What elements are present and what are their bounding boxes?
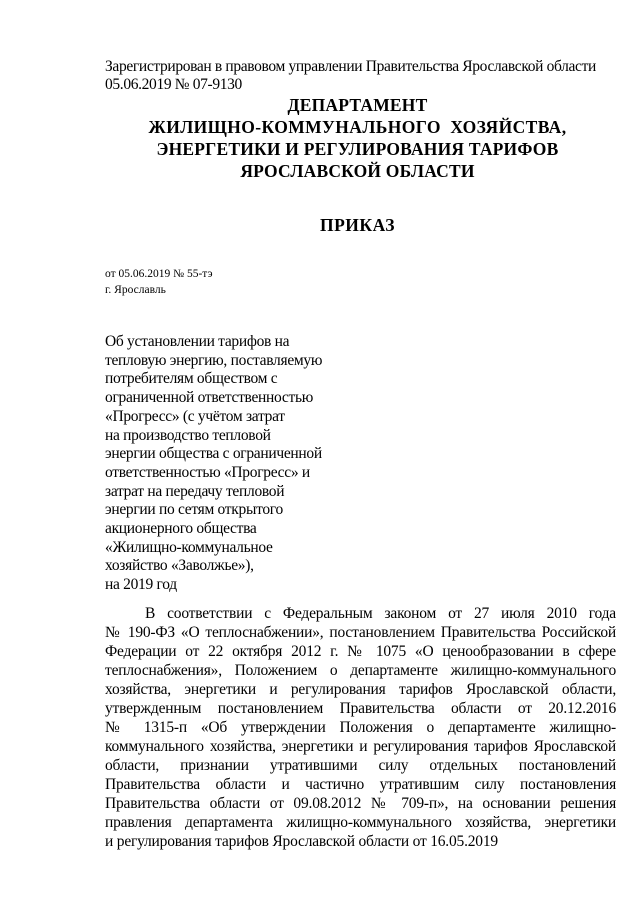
order-subject <box>105 333 322 595</box>
subject-line: энергии по сетям открытого <box>105 501 283 519</box>
department-line: ДЕПАРТАМЕНТ <box>287 95 428 115</box>
body-line: теплоснабжения», Положением о департаменте жилищно-коммунального <box>105 662 616 679</box>
order-meta <box>105 266 213 298</box>
document-title: ПРИКАЗ <box>319 215 396 235</box>
subject-line: потребителям обществом с <box>105 370 278 388</box>
subject-line: Об установлении тарифов на <box>105 333 290 350</box>
department-line: ЖИЛИЩНО-КОММУНАЛЬНОГО ХОЗЯЙСТВА, <box>148 117 567 137</box>
registration-number: 05.06.2019 № 07-9130 <box>105 76 242 93</box>
subject-line: на производство тепловой <box>105 426 271 444</box>
body-line: Правительства области от 09.08.2012 № 709-п», на основании решения <box>105 795 616 812</box>
subject-line: энергии общества с ограниченной <box>105 445 322 463</box>
body-line: № 190-ФЗ «О теплоснабжении», постановлением Правительства Российской <box>105 624 616 641</box>
order-body-paragraph <box>105 604 616 851</box>
subject-line: на 2019 год <box>105 576 177 594</box>
subject-line: «Жилищно-коммунальное <box>105 538 273 556</box>
body-line: Федерации от 22 октября 2012 г. № 1075 «О ценообразовании в сфере <box>105 643 616 660</box>
subject-line: акционерного общества <box>105 520 257 538</box>
body-line: области, признании утратившими силу отдельных постановлений <box>105 757 616 774</box>
department-heading <box>105 94 610 182</box>
body-line: В соответствии с Федеральным законом от 27 июля 2010 года <box>145 605 616 622</box>
registration-line: Зарегистрирован в правовом управлении Правительства Ярославской области <box>105 58 596 75</box>
body-line: № 1315-п «Об утверждении Положения о департаменте жилищно- <box>105 719 616 736</box>
subject-line: хозяйство «Заволжье»), <box>105 557 254 575</box>
body-line: утвержденным постановлением Правительства области от 20.12.2016 <box>105 700 616 717</box>
body-line: Правительства области и частично утратившим силу постановления <box>105 776 616 793</box>
body-line: хозяйства, энергетики и регулирования тарифов Ярославской области, <box>105 681 616 698</box>
body-line: и регулирования тарифов Ярославской области от 16.05.2019 <box>105 833 498 850</box>
subject-line: затрат на передачу тепловой <box>105 482 285 500</box>
department-line: ЯРОСЛАВСКОЙ ОБЛАСТИ <box>240 161 475 181</box>
body-line: коммунального хозяйства, энергетики и регулирования тарифов Ярославской <box>105 738 616 755</box>
subject-line: тепловую энергию, поставляемую <box>105 351 323 369</box>
subject-line: ограниченной ответственностью <box>105 389 313 407</box>
body-line: правления департамента жилищно-коммунального хозяйства, энергетики <box>105 814 616 831</box>
registration-stamp <box>105 58 596 94</box>
subject-line: «Прогресс» (с учётом затрат <box>105 407 285 425</box>
order-date-number: от 05.06.2019 № 55-тэ <box>105 268 213 280</box>
order-city: г. Ярославль <box>105 284 166 296</box>
subject-line: ответственностью «Прогресс» и <box>105 463 310 481</box>
department-line: ЭНЕРГЕТИКИ И РЕГУЛИРОВАНИЯ ТАРИФОВ <box>156 139 559 159</box>
